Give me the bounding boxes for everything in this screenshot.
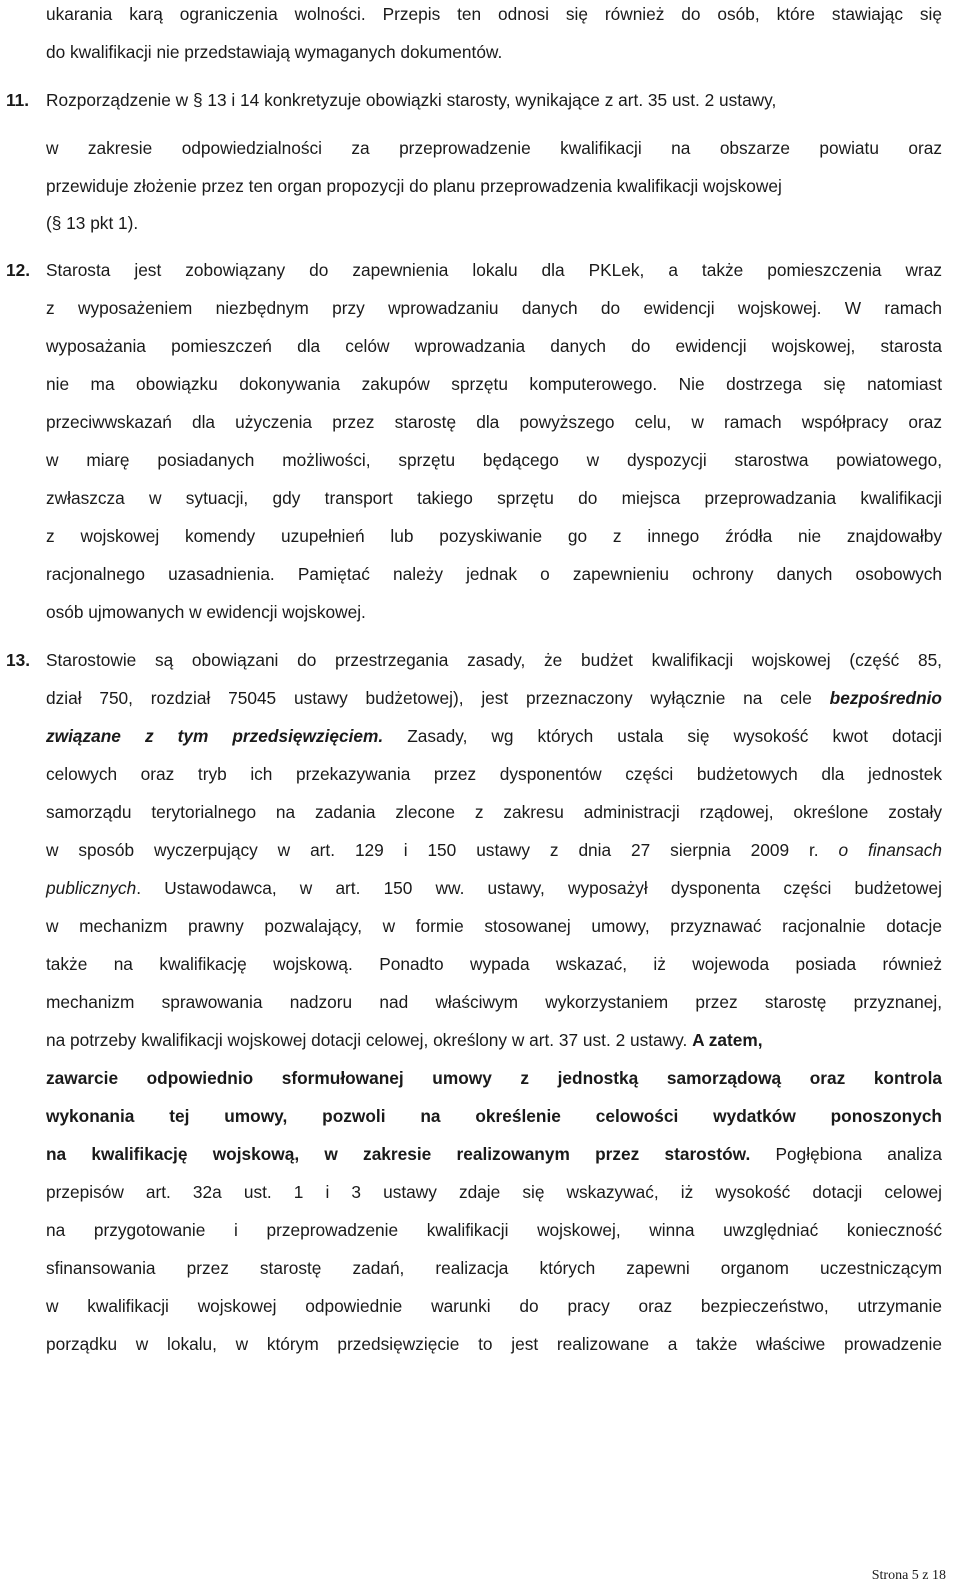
text-run: Zasady, wg których ustala się wysokość kwot dotacji — [383, 726, 942, 746]
text-line — [46, 726, 942, 746]
text-run: celowych oraz tryb ich przekazywania przez dysponentów części budżetowych dla jednostek — [46, 764, 942, 784]
italic-text: publicznych — [46, 878, 137, 898]
text-line — [6, 260, 942, 280]
text-run: na potrzeby kwalifikacji wojskowej dotacji celowej, określony w art. 37 ust. 2 ustawy. — [46, 1030, 693, 1050]
text-line — [46, 450, 942, 470]
text-line — [46, 1030, 942, 1050]
text-line — [46, 840, 942, 860]
text-run: racjonalnego uzasadnienia. Pamiętać należy jednak o zapewnieniu ochrony danych osobowych — [46, 564, 942, 584]
text-run: dział 750, rozdział 75045 ustawy budżetowej), jest przeznaczony wyłącznie na cele — [46, 688, 830, 708]
bold-italic-text: bezpośrednio — [829, 688, 942, 708]
text-run: Pogłębiona analiza — [750, 1144, 942, 1164]
paragraph-number: 11. — [6, 90, 30, 110]
text-line — [46, 4, 942, 24]
text-run: ukarania karą ograniczenia wolności. Przepis ten odnosi się również do osób, które stawiając się — [46, 4, 942, 24]
text-line — [46, 42, 942, 62]
text-run: mechanizm sprawowania nadzoru nad właściwym wykorzystaniem przez starostę przyznanej, — [46, 992, 942, 1012]
text-run: także na kwalifikację wojskową. Ponadto wypada wskazać, iż wojewoda posiada również — [46, 954, 942, 974]
text-run: w zakresie odpowiedzialności za przeprowadzenie kwalifikacji na obszarze powiatu oraz — [46, 138, 942, 158]
text-line — [46, 688, 942, 708]
text-line — [46, 336, 942, 356]
text-run: do kwalifikacji nie przedstawiają wymaganych dokumentów. — [46, 42, 503, 62]
text-line — [46, 954, 942, 974]
text-line — [6, 90, 942, 110]
text-line — [46, 602, 942, 622]
text-run: Starosta jest zobowiązany do zapewnienia lokalu dla PKLek, a także pomieszczenia wraz — [46, 260, 942, 280]
text-run: nie ma obowiązku dokonywania zakupów sprzętu komputerowego. Nie dostrzega się natomiast — [46, 374, 942, 394]
text-line — [46, 213, 942, 233]
text-line — [46, 1182, 942, 1202]
text-line — [46, 916, 942, 936]
text-line — [46, 374, 942, 394]
text-line — [46, 764, 942, 784]
text-run: z wyposażeniem niezbędnym przy wprowadzaniu danych do ewidencji wojskowej. W ramach — [46, 298, 942, 318]
text-run: w mechanizm prawny pozwalający, w formie stosowanej umowy, przyznawać racjonalnie dotacje — [46, 916, 942, 936]
bold-text: A zatem, — [692, 1030, 763, 1050]
text-line — [46, 526, 942, 546]
text-line — [46, 1258, 942, 1278]
bold-text: wykonania tej umowy, pozwoli na określenie celowości wydatków ponoszonych — [46, 1106, 942, 1126]
text-run: przewiduje złożenie przez ten organ propozycji do planu przeprowadzenia kwalifikacji wojskowej — [46, 176, 782, 196]
text-run: (§ 13 pkt 1). — [46, 213, 139, 233]
text-run: porządku w lokalu, w którym przedsięwzięcie to jest realizowane a także właściwe prowadzenie — [46, 1334, 942, 1354]
text-run: wyposażania pomieszczeń dla celów wprowadzania danych do ewidencji wojskowej, starosta — [46, 336, 942, 356]
text-run: na przygotowanie i przeprowadzenie kwalifikacji wojskowej, winna uwzględniać konieczność — [46, 1220, 942, 1240]
text-run: osób ujmowanych w ewidencji wojskowej. — [46, 602, 366, 622]
text-line — [6, 650, 942, 670]
text-run: przepisów art. 32a ust. 1 i 3 ustawy zdaje się wskazywać, iż wysokość dotacji celowej — [46, 1182, 942, 1202]
paragraph-number: 12. — [6, 260, 31, 280]
text-line — [46, 878, 942, 898]
text-run: sfinansowania przez starostę zadań, realizacja których zapewni organom uczestniczącym — [46, 1258, 942, 1278]
text-run: w kwalifikacji wojskowej odpowiednie warunki do pracy oraz bezpieczeństwo, utrzymanie — [46, 1296, 942, 1316]
bold-italic-text: związane z tym przedsięwzięciem. — [46, 726, 384, 746]
text-line — [46, 1220, 942, 1240]
text-line — [46, 564, 942, 584]
paragraph-number: 13. — [6, 650, 31, 670]
text-line — [46, 412, 942, 432]
text-line — [46, 802, 942, 822]
bold-text: zawarcie odpowiednio sformułowanej umowy z jednostką samorządową oraz kontrola — [46, 1068, 942, 1088]
text-line — [46, 1068, 942, 1088]
text-run: . Ustawodawca, w art. 150 ww. ustawy, wyposażył dysponenta części budżetowej — [136, 878, 942, 898]
text-line — [46, 138, 942, 158]
text-run: samorządu terytorialnego na zadania zlecone z zakresu administracji rządowej, określone zostały — [46, 802, 942, 822]
italic-text: o finansach — [838, 840, 942, 860]
text-run: w miarę posiadanych możliwości, sprzętu będącego w dyspozycji starostwa powiatowego, — [46, 450, 942, 470]
text-run: z wojskowej komendy uzupełnień lub pozyskiwanie go z innego źródła nie znajdowałby — [46, 526, 942, 546]
text-run: Starostowie są obowiązani do przestrzegania zasady, że budżet kwalifikacji wojskowej (część 85, — [46, 650, 942, 670]
text-line — [46, 992, 942, 1012]
text-line — [46, 176, 942, 196]
text-line — [46, 298, 942, 318]
text-run: przeciwwskazań dla użyczenia przez starostę dla powyższego celu, w ramach współpracy oraz — [46, 412, 942, 432]
text-line — [46, 1144, 942, 1164]
text-run: w sposób wyczerpujący w art. 129 i 150 ustawy z dnia 27 sierpnia 2009 r. — [46, 840, 839, 860]
page-number: Strona 5 z 18 — [871, 1568, 946, 1583]
text-line — [46, 1296, 942, 1316]
text-run: Rozporządzenie w § 13 i 14 konkretyzuje obowiązki starosty, wynikające z art. 35 ust. 2 ustawy, — [46, 90, 777, 110]
text-line — [46, 1106, 942, 1126]
text-line — [46, 1334, 942, 1354]
text-line — [46, 488, 942, 508]
bold-text: na kwalifikację wojskową, w zakresie realizowanym przez starostów. — [46, 1144, 751, 1164]
text-run: zwłaszcza w sytuacji, gdy transport takiego sprzętu do miejsca przeprowadzania kwalifikacji — [46, 488, 942, 508]
